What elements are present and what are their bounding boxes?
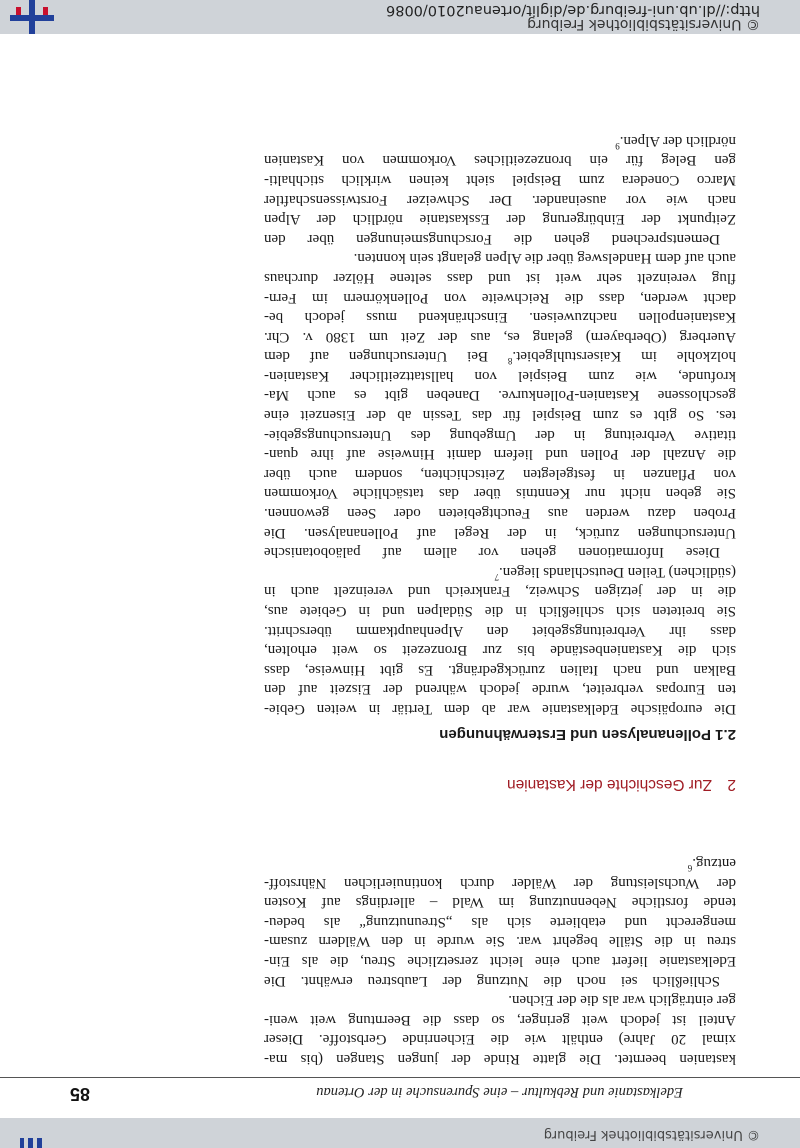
text-line: flug vereinzelt sehr weit ist und dass seltene Hölzer durchaus xyxy=(264,269,736,286)
source-url-link[interactable]: http://dl.ub.uni-freiburg.de/diglit/ortenau2010/0086 xyxy=(386,2,760,18)
text-line: kastanien beerntet. Die glatte Rinde der jungen Stangen (bis ma- xyxy=(264,1051,736,1067)
text-line: Auerberg (Oberbayern) gelang es, aus der Zeit um 1380 v. Chr. xyxy=(264,328,736,345)
text-line: Edelkastanie liefert auch eine leicht zersetzliche Streu, die als Ein- xyxy=(264,953,736,970)
text-fragment: Bei Untersuchungen auf dem xyxy=(264,348,508,365)
university-logo-icon xyxy=(10,0,54,34)
text-fragment: entzug. xyxy=(692,855,736,872)
text-fragment: nördlich der Alpen. xyxy=(619,132,736,149)
section-title: Zur Geschichte der Kastanien xyxy=(506,776,712,793)
cut-off-watermark-bar xyxy=(0,1118,800,1148)
text-line: Zeitpunkt der Einbürgerung der Esskastanie nördlich der Alpen xyxy=(264,211,736,228)
text-line: Die europäische Edelkastanie war ab dem Tertiär in weiten Gebie- xyxy=(264,701,736,717)
text-line xyxy=(264,852,736,872)
footnote-marker: 7 xyxy=(494,571,500,582)
text-line: geschlossene Kastanien-Pollenkurve. Daneben gibt es auch Ma- xyxy=(264,387,736,404)
text-line xyxy=(264,561,736,581)
text-line: ten Europas verbreitet, wurde jedoch während der Eiszeit auf den xyxy=(264,681,736,698)
text-line: Balkan und nach Italien zurückgedrängt. Es gibt Hinweise, dass xyxy=(264,661,736,678)
text-line: die in der jetzigen Schweiz, Frankreich und vereinzelt auch in xyxy=(264,583,736,600)
footnote-marker: 9 xyxy=(615,140,620,151)
text-line: Dementsprechend gehen die Forschungsmeinungen über den xyxy=(264,230,720,247)
header-rule xyxy=(0,1077,800,1078)
text-line: Diese Informationen gehen vor allem auf paläobotanische xyxy=(264,544,720,561)
text-line: die Anzahl der Pollen und liefern damit Hinweise auf ihre quan- xyxy=(264,446,736,463)
library-watermark-bar xyxy=(0,0,800,34)
text-line: Kastanienpollen nachzuweisen. Einschränkend muss jedoch be- xyxy=(264,309,736,326)
text-line: ximal 20 Jahre) enthält wie die Eichenrinde Gerbstoffe. Dieser xyxy=(264,1031,736,1048)
section-number: 2 xyxy=(727,776,736,793)
footnote-marker: 8 xyxy=(507,356,513,367)
text-line: Anteil ist jedoch weit geringer, so dass die Beerntung weit weni- xyxy=(264,1011,736,1028)
cut-off-watermark: © Universitätsbibliothek Freiburg xyxy=(543,1127,760,1142)
university-logo-icon xyxy=(20,1136,42,1148)
text-line: Marco Conedera zum Beispiel sieht keinen wirklich stichhalti- xyxy=(264,171,736,188)
text-line: Proben dazu werden aus Feuchtgebieten oder Seen gewonnen. xyxy=(264,505,736,522)
text-line: auch auf dem Handelsweg über die Alpen gelangt sein konnten. xyxy=(353,250,736,267)
footnote-marker: 6 xyxy=(687,863,693,874)
text-line: tes. So gibt es zum Beispiel für das Tessin ab der Eisenzeit eine xyxy=(264,407,736,424)
text-line: Untersuchungen zurück, in der Regel auf Pollenanalysen. Die xyxy=(264,524,736,541)
running-head: Edelkastanie und Rebkultur – eine Spurensuche in der Ortenau xyxy=(316,1084,683,1100)
section-heading xyxy=(507,775,736,793)
text-line: Sie geben nicht nur Kenntnis über das tatsächliche Vorkommen xyxy=(264,485,736,502)
text-line xyxy=(264,346,736,366)
text-fragment: (südlichen) Teilen Deutschlands liegen. xyxy=(499,563,736,580)
text-line: titative Verbreitung in der Umgebung des Untersuchungsgebie- xyxy=(264,426,736,443)
text-line: dacht werden, dass die Reichweite von Pollenkörnern im Fern- xyxy=(264,289,736,306)
text-line: der Wuchsleistung der Wälder durch kontinuierlichen Nährstoff- xyxy=(264,874,736,891)
text-line: dass ihr Verbreitungsgebiet den Alpenhauptkamm überschritt. xyxy=(264,622,736,639)
text-line: ger einträglich war als die der Eichen. xyxy=(508,992,736,1009)
subsection-heading: 2.1 Pollenanalysen und Ersterwähnungen xyxy=(439,726,736,743)
text-line: gen Beleg für ein bronzezeitliches Vorkommen von Kastanien xyxy=(264,152,736,169)
text-line: Sie breiteten sich schließlich in die Südalpen und in Gebiete aus, xyxy=(264,603,736,620)
text-line xyxy=(264,130,736,150)
page-number: 85 xyxy=(69,1084,90,1104)
text-line: krofunde, wie zum Beispiel von hallstattzeitlicher Kastanien- xyxy=(264,367,736,384)
text-line: von Pflanzen in festgelegten Zeitschichten, sondern auch über xyxy=(264,465,736,482)
text-line: Schließlich sei noch die Nutzung der Laubstreu erwähnt. Die xyxy=(264,972,720,989)
text-line: sich die Kastanienbestände bis zur Bronzezeit so weit erholten, xyxy=(264,642,736,659)
text-line: nach wie vor auseinander. Der Schweizer Forstwissenschaftler xyxy=(264,191,736,208)
text-line: streu in die Ställe begehrt war. Sie wurde in den Wäldern zusam- xyxy=(264,933,736,950)
library-watermark: © Universitätsbibliothek Freiburg xyxy=(527,16,760,32)
text-fragment: holzkohle im Kaiserstuhlgebiet. xyxy=(512,348,736,365)
body-text-top xyxy=(264,852,736,1068)
text-line: tende forstliche Nebennutzung im Wald – allerdings auf Kosten xyxy=(264,894,736,911)
body-text-main xyxy=(264,130,736,718)
text-line: mengerecht und etablierte sich als „Streunutzung“ als bedeu- xyxy=(264,913,736,930)
